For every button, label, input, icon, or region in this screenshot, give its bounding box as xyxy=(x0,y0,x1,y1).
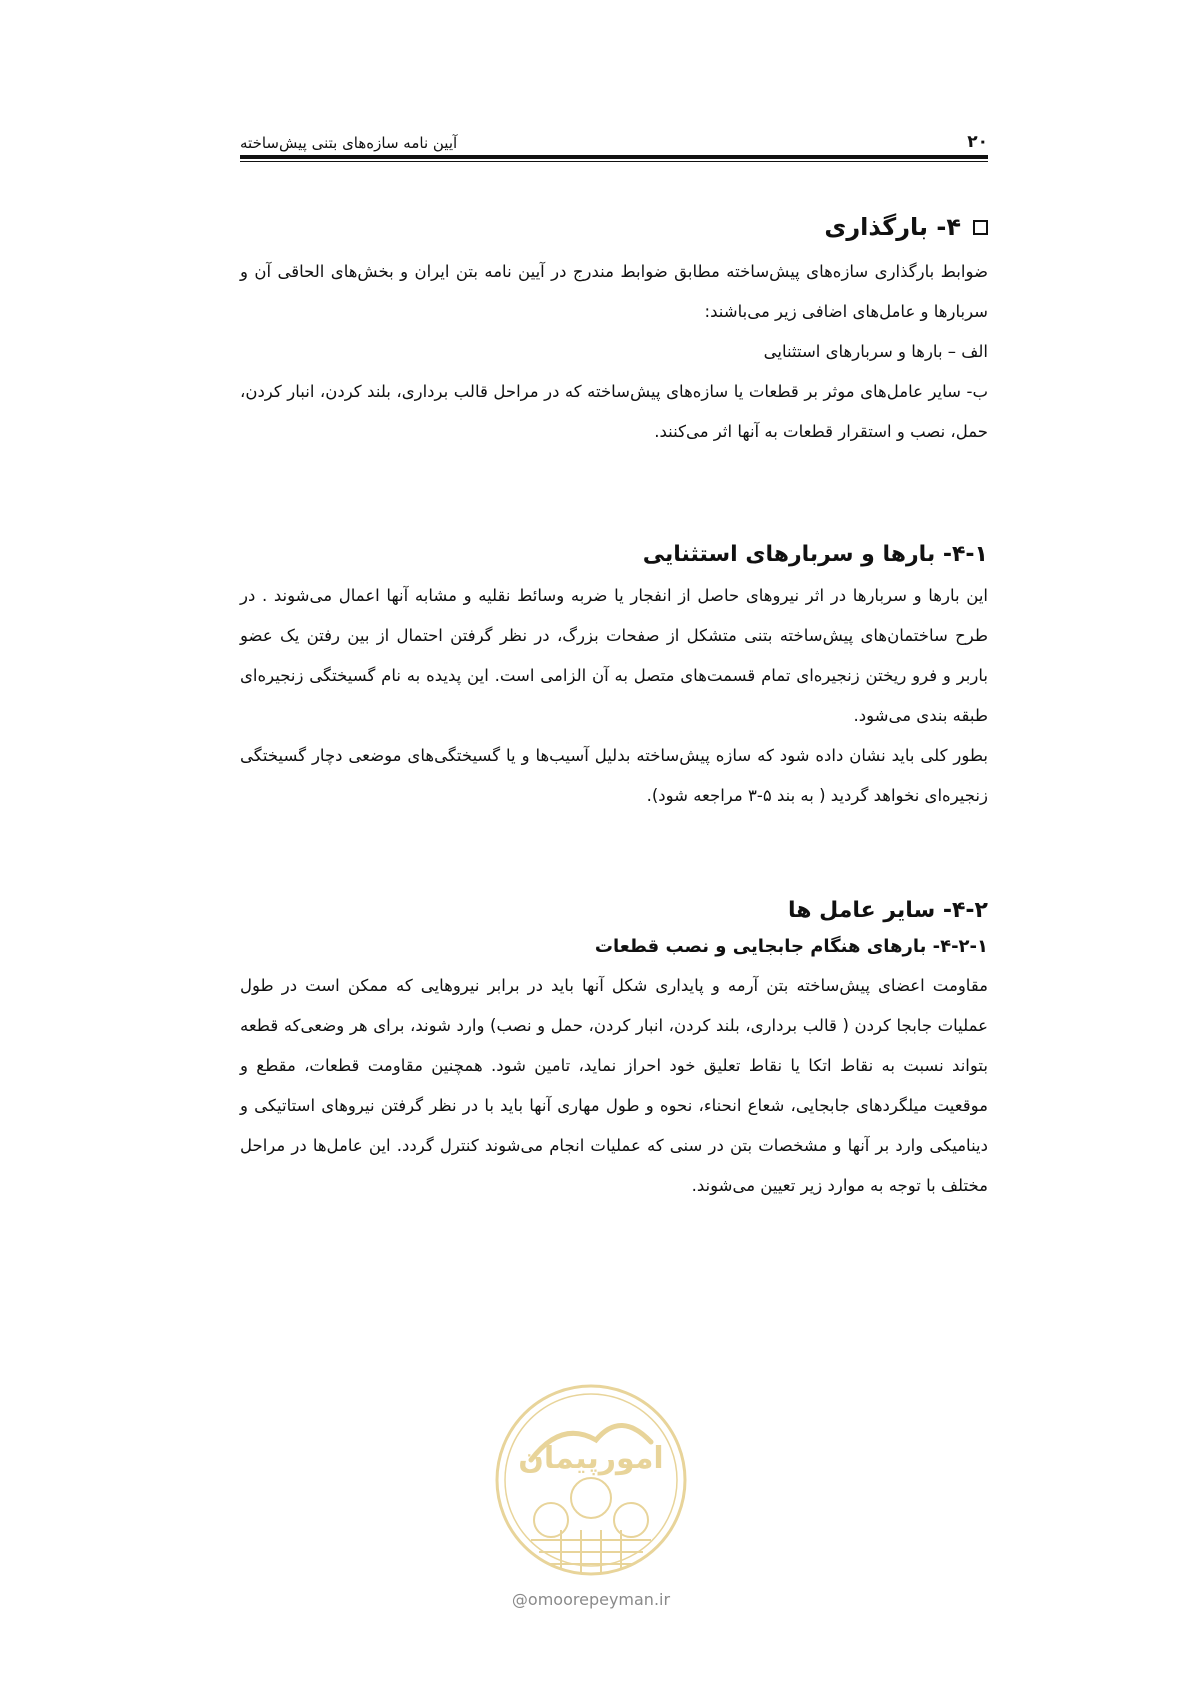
page-header xyxy=(240,126,988,152)
section-4 xyxy=(240,210,988,452)
section-4-1-title: ۴-۱- بارها و سربارهای استثنایی xyxy=(642,542,988,567)
section-4-2 xyxy=(240,894,988,1206)
watermark-logo xyxy=(491,1380,691,1630)
header-rule xyxy=(240,155,988,159)
section-4-item-a: الف – بارها و سربارهای استثنایی xyxy=(763,342,988,361)
page-number: ۲۰ xyxy=(967,132,988,152)
section-4-title-text: ۴- بارگذاری xyxy=(824,213,961,241)
running-title: آیین نامه سازه‌های بتنی پیش‌ساخته xyxy=(240,134,458,152)
section-4-1-paragraph-1: این بارها و سربارها در اثر نیروهای حاصل از انفجار یا ضربه وسائط نقلیه و مشابه آنها اعمال می‌شوند . در طرح ساختمان‌های پیش‌ساخته بتنی متشکل از صفحات بزرگ، در نظر گرفتن احتمال از بین رفتن یک عضو باربر و فرو ریختن زنجیره‌ای تمام قسمت‌های متصل به آن الزامی است. این پدیده به نام گسیختگی زنجیره‌ای طبقه بندی می‌شود. xyxy=(240,586,988,725)
section-4-paragraph: ضوابط بارگذاری سازه‌های پیش‌ساخته مطابق ضوابط مندرج در آیین نامه بتن ایران و بخش‌های الحاقی آن و سربارها و عامل‌های اضافی زیر می‌باشند: xyxy=(240,262,988,321)
section-4-1 xyxy=(240,538,988,816)
section-4-2-1-paragraph: مقاومت اعضای پیش‌ساخته بتن آرمه و پایداری شکل آنها باید در برابر نیروهایی که ممکن است در طول عملیات جابجا کردن ( قالب برداری، بلند کردن، انبار کردن، حمل و نصب) وارد شوند، برای هر وضعی‌که قطعه بتواند نسبت به نقاط اتکا یا نقاط تعلیق خود احراز نماید، تامین شود. همچنین مقاومت قطعات، مقطع و موقعیت میلگردهای جابجایی، شعاع انحناء، نحوه و طول مهاری آنها باید با در نظر گرفتن نیروهای استاتیکی و دینامیکی وارد بر آنها و مشخصات بتن در سنی که عملیات انجام می‌شوند کنترل گردد. این عامل‌ها در مراحل مختلف با توجه به موارد زیر تعیین می‌شوند. xyxy=(240,976,988,1195)
watermark-url: @omoorepeyman.ir xyxy=(511,1590,671,1609)
logo-text: امورپیمان xyxy=(518,1441,664,1476)
section-4-title xyxy=(240,210,988,244)
section-4-1-paragraph-2: بطور کلی باید نشان داده شود که سازه پیش‌ساخته بدلیل آسیب‌ها و یا گسیختگی‌های موضعی دچار گسیختگی زنجیره‌ای نخواهد گردید ( به بند ۵-۳ مراجعه شود). xyxy=(240,746,988,805)
section-4-2-1-title: ۴-۲-۱- بارهای هنگام جابجایی و نصب قطعات xyxy=(594,936,988,957)
header-rule-thin xyxy=(240,161,988,162)
seal-icon xyxy=(491,1380,691,1580)
section-4-2-title: ۴-۲- سایر عامل ها xyxy=(787,898,988,923)
section-4-item-b: ب- سایر عامل‌های موثر بر قطعات یا سازه‌های پیش‌ساخته که در مراحل قالب برداری، بلند کردن، انبار کردن، حمل، نصب و استقرار قطعات به آنها اثر می‌کنند. xyxy=(240,382,988,441)
checkbox-icon xyxy=(973,220,988,235)
